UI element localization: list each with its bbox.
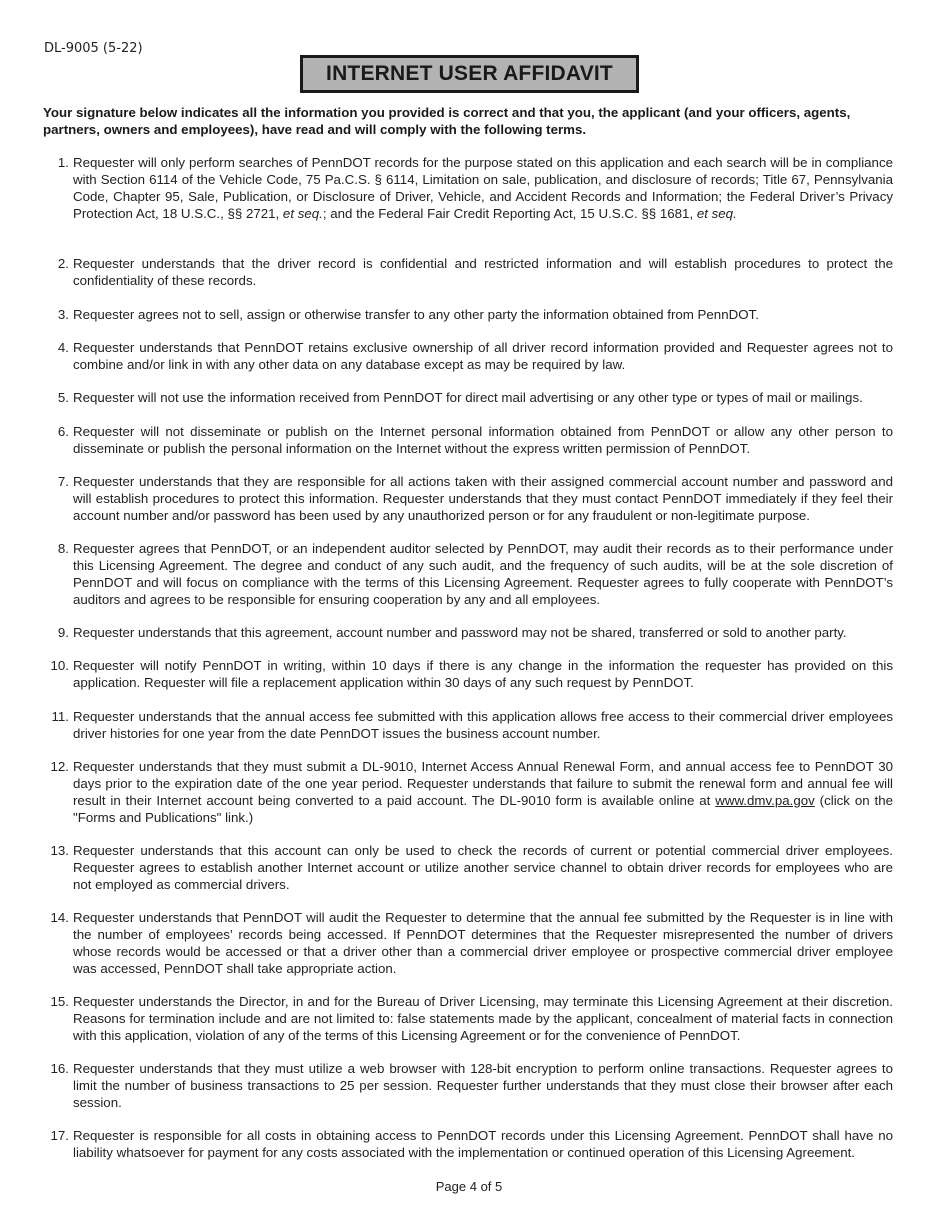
- term-number: 15.: [50, 994, 69, 1009]
- term-number: 12.: [50, 759, 69, 774]
- term-item: [43, 473, 893, 524]
- term-number: 2.: [57, 256, 69, 271]
- term-text: Requester understands that they must utilize a web browser with 128-bit encryption to perform online transactions. Requester agrees to limit the number of business transactions to 25 per session. Requester further understands that they must close their browser after each session.: [73, 1061, 893, 1110]
- term-number: 16.: [50, 1061, 69, 1076]
- term-number: 3.: [57, 307, 69, 322]
- term-text: Requester understands that this agreement, account number and password may not be shared, transferred or sold to another party.: [73, 625, 847, 640]
- title-box: [300, 55, 639, 93]
- term-item: [43, 423, 893, 457]
- term-number: 4.: [57, 340, 69, 355]
- term-text: Requester will only perform searches of PennDOT records for the purpose stated on this application and each search will be in compliance with Section 6114 of the Vehicle Code, 75 Pa.C.S. § 6114, Limitation on sale, publication, and disclosure of records; Title 67, Pennsylvania Code, Chapter 95, Sale, Publication, or Disclosure of Driver, Vehicle, and Accident Records and Information; the Federal Driver’s Privacy Protection Act, 18 U.S.C., §§ 2721, et seq.; and the Federal Fair Credit Reporting Act, 15 U.S.C. §§ 1681, et seq.: [73, 155, 893, 221]
- term-text: Requester understands that the driver record is confidential and restricted information and will establish procedures to protect the confidentiality of these records.: [73, 256, 893, 288]
- page-title: INTERNET USER AFFIDAVIT: [326, 62, 613, 85]
- term-text: Requester is responsible for all costs in obtaining access to PennDOT records under this Licensing Agreement. PennDOT shall have no liability whatsoever for payment for any costs associated with the implementation or continued operation of this Licensing Agreement.: [73, 1128, 893, 1160]
- term-item: [43, 657, 893, 691]
- intro-statement: Your signature below indicates all the information you provided is correct and that you, the applicant (and your officers, agents, partners, owners and employees), have read and will comply with the following terms.: [43, 105, 851, 137]
- term-item: [43, 339, 893, 373]
- term-item: [43, 708, 893, 742]
- term-text: Requester understands that they are responsible for all actions taken with their assigned commercial account number and password and will establish procedures to protect this information. Requester understands that they must contact PennDOT immediately if they feel their account number and/or password has been used by any unauthorized person or for any fraudulent or non-legitimate purpose.: [73, 474, 893, 523]
- term-text: Requester understands that they must submit a DL-9010, Internet Access Annual Renewal Form, and annual access fee to PennDOT 30 days prior to the expiration date of the one year period. Requester understands that failure to submit the renewal form and annual fee will result in their Internet account being converted to a paid account. The DL-9010 form is available online at www.dmv.pa.gov (click on the "Forms and Publications" link.): [73, 759, 894, 825]
- term-text: Requester understands that this account can only be used to check the records of current or potential commercial driver employees. Requester agrees to establish another Internet account or utilize another service channel to obtain driver records for employees who are not employed as commercial drivers.: [73, 843, 893, 892]
- term-item: [43, 306, 893, 323]
- term-item: [43, 389, 893, 406]
- term-text: Requester understands the Director, in and for the Bureau of Driver Licensing, may terminate this Licensing Agreement at their discretion. Reasons for termination include and are not limited to: false statements made by the applicant, concealment of material facts in connection with this application, violation of any of the terms of this Licensing Agreement or for the convenience of PennDOT.: [73, 994, 893, 1043]
- term-item: [43, 154, 893, 222]
- term-item: [43, 993, 893, 1044]
- term-item: [43, 540, 893, 608]
- term-text: Requester will notify PennDOT in writing, within 10 days if there is any change in the information the requester has provided on this application. Requester will file a replacement application within 30 days of any such request by PennDOT.: [73, 658, 893, 690]
- term-number: 6.: [57, 424, 69, 439]
- term-text: Requester understands that PennDOT retains exclusive ownership of all driver record information provided and Requester agrees not to combine and/or link in with any other data on any database except as may be required by law.: [73, 340, 893, 372]
- dmv-website-link[interactable]: www.dmv.pa.gov: [715, 793, 815, 808]
- term-number: 5.: [57, 390, 69, 405]
- term-text: Requester understands that the annual access fee submitted with this application allows free access to their commercial driver employees driver histories for one year from the date PennDOT issues the business account number.: [73, 709, 893, 741]
- term-text: Requester agrees that PennDOT, or an independent auditor selected by PennDOT, may audit their records as to their performance under this Licensing Agreement. The degree and conduct of any such audit, and the frequency of such audits, will be at the sole discretion of PennDOT and will focus on compliance with the terms of this Licensing Agreement. Requester agrees to fully cooperate with PennDOT’s auditors and agrees to be responsible for ensuring cooperation by any and all employees.: [73, 541, 893, 607]
- term-item: [43, 1060, 893, 1111]
- term-number: 11.: [51, 709, 69, 724]
- term-item: [43, 909, 893, 977]
- term-number: 9.: [57, 625, 69, 640]
- term-text: Requester will not disseminate or publish on the Internet personal information obtained from PennDOT or allow any other person to disseminate or publish the personal information on the Internet without the express written permission of PennDOT.: [73, 424, 893, 456]
- term-number: 10.: [50, 658, 69, 673]
- term-item: [43, 624, 893, 641]
- term-text: Requester agrees not to sell, assign or otherwise transfer to any other party the information obtained from PennDOT.: [73, 307, 759, 322]
- term-text: Requester will not use the information received from PennDOT for direct mail advertising or any other type or types of mail or mailings.: [73, 390, 863, 405]
- term-item: [43, 842, 893, 893]
- term-number: 8.: [57, 541, 69, 556]
- page-number: Page 4 of 5: [435, 1179, 503, 1194]
- term-item: [43, 1127, 893, 1161]
- term-text: Requester understands that PennDOT will audit the Requester to determine that the annual fee submitted by the Requester is in line with the number of employees’ records being accessed. If PennDOT determines that the Requester misrepresented the number of drivers whose records would be accessed or that a driver other than a commercial driver employee or prospective commercial driver employee was accessed, PennDOT shall take appropriate action.: [73, 910, 893, 976]
- term-number: 1.: [57, 155, 69, 170]
- term-item: [43, 255, 893, 289]
- term-number: 7.: [57, 474, 69, 489]
- term-number: 13.: [50, 843, 69, 858]
- term-item: [43, 758, 893, 826]
- term-number: 17.: [50, 1128, 69, 1143]
- term-number: 14.: [50, 910, 69, 925]
- form-number: DL-9005 (5-22): [44, 41, 143, 56]
